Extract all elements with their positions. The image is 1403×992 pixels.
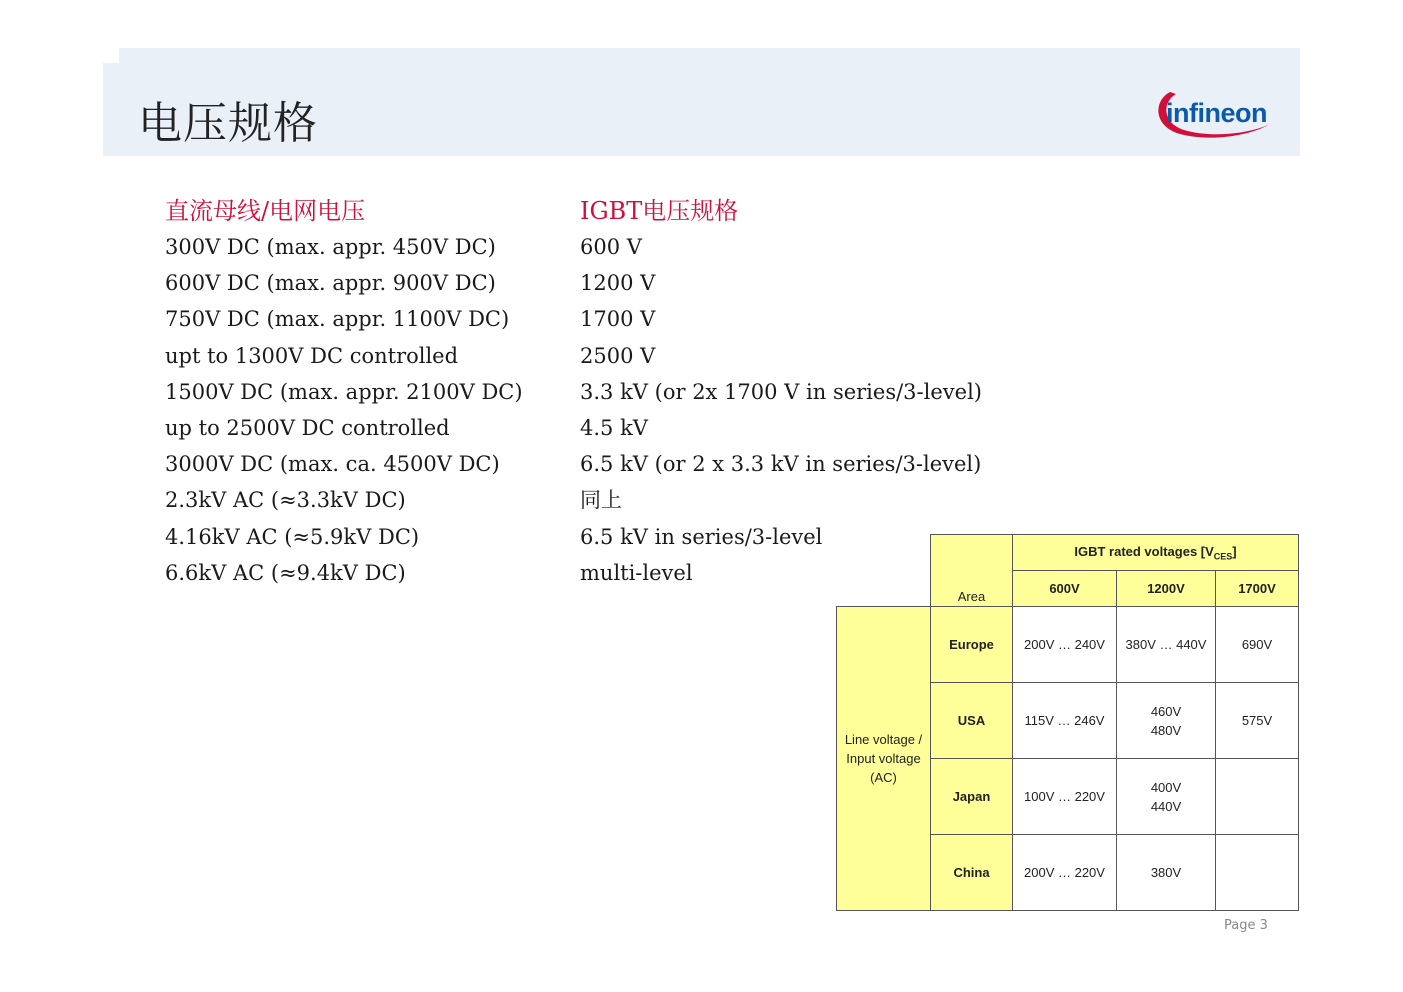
table-row — [837, 607, 1299, 683]
usa-1200v: 460V 480V — [1117, 683, 1216, 759]
infineon-logo — [1150, 86, 1275, 144]
list-item: 4.16kV AC (≈5.9kV DC) — [165, 524, 420, 549]
list-item: upt to 1300V DC controlled — [165, 343, 459, 368]
igbt-rated-voltage-table — [836, 534, 1299, 911]
list-item: 6.6kV AC (≈9.4kV DC) — [165, 560, 406, 585]
list-item: 同上 — [580, 488, 622, 513]
list-item: up to 2500V DC controlled — [165, 415, 450, 440]
area-usa: USA — [931, 683, 1013, 759]
logo-text: infineon — [1166, 98, 1267, 128]
list-item: 1700 V — [580, 307, 656, 332]
europe-600v: 200V … 240V — [1013, 607, 1117, 683]
list-item: 6.5 kV (or 2 x 3.3 kV in series/3-level) — [580, 452, 982, 477]
list-item: multi-level — [580, 560, 693, 585]
list-item: 3.3 kV (or 2x 1700 V in series/3-level) — [580, 379, 982, 404]
japan-1700v — [1216, 759, 1299, 835]
table-corner — [837, 535, 931, 571]
list-item: 600V DC (max. appr. 900V DC) — [165, 271, 496, 296]
table-corner — [837, 571, 931, 607]
list-item: 2.3kV AC (≈3.3kV DC) — [165, 488, 406, 513]
dc-bus-voltage-column — [165, 193, 523, 591]
column-header-1200v: 1200V — [1117, 571, 1216, 607]
china-1200v: 380V — [1117, 835, 1216, 911]
column-header-1700v: 1700V — [1216, 571, 1299, 607]
igbt-voltage-column — [580, 193, 982, 591]
line-voltage-group-label: Line voltage / Input voltage (AC) — [837, 607, 931, 911]
igbt-voltage-heading: IGBT电压规格 — [580, 197, 739, 225]
column-header-600v: 600V — [1013, 571, 1117, 607]
list-item: 1500V DC (max. appr. 2100V DC) — [165, 379, 523, 404]
list-item: 6.5 kV in series/3-level — [580, 524, 823, 549]
area-japan: Japan — [931, 759, 1013, 835]
usa-600v: 115V … 246V — [1013, 683, 1117, 759]
usa-1700v: 575V — [1216, 683, 1299, 759]
page-number: Page 3 — [1224, 918, 1268, 933]
page-title: 电压规格 — [138, 98, 318, 149]
area-header — [931, 535, 1013, 607]
europe-1200v: 380V … 440V — [1117, 607, 1216, 683]
china-1700v — [1216, 835, 1299, 911]
area-header-label: Area — [957, 589, 986, 604]
dc-bus-voltage-list — [165, 229, 523, 591]
list-item: 2500 V — [580, 343, 656, 368]
list-item: 1200 V — [580, 271, 656, 296]
igbt-rated-voltages-header: IGBT rated voltages $[V_{CES}]$ — [1013, 535, 1299, 571]
header-notch — [103, 48, 119, 63]
area-china: China — [931, 835, 1013, 911]
dc-bus-voltage-heading: 直流母线/电网电压 — [165, 197, 366, 225]
japan-600v: 100V … 220V — [1013, 759, 1117, 835]
list-item: 3000V DC (max. ca. 4500V DC) — [165, 452, 500, 477]
japan-1200v: 400V 440V — [1117, 759, 1216, 835]
europe-1700v: 690V — [1216, 607, 1299, 683]
china-600v: 200V … 220V — [1013, 835, 1117, 911]
list-item: 300V DC (max. appr. 450V DC) — [165, 235, 496, 259]
area-europe: Europe — [931, 607, 1013, 683]
list-item: 4.5 kV — [580, 415, 648, 440]
list-item: 750V DC (max. appr. 1100V DC) — [165, 307, 510, 332]
list-item: 600 V — [580, 235, 642, 259]
